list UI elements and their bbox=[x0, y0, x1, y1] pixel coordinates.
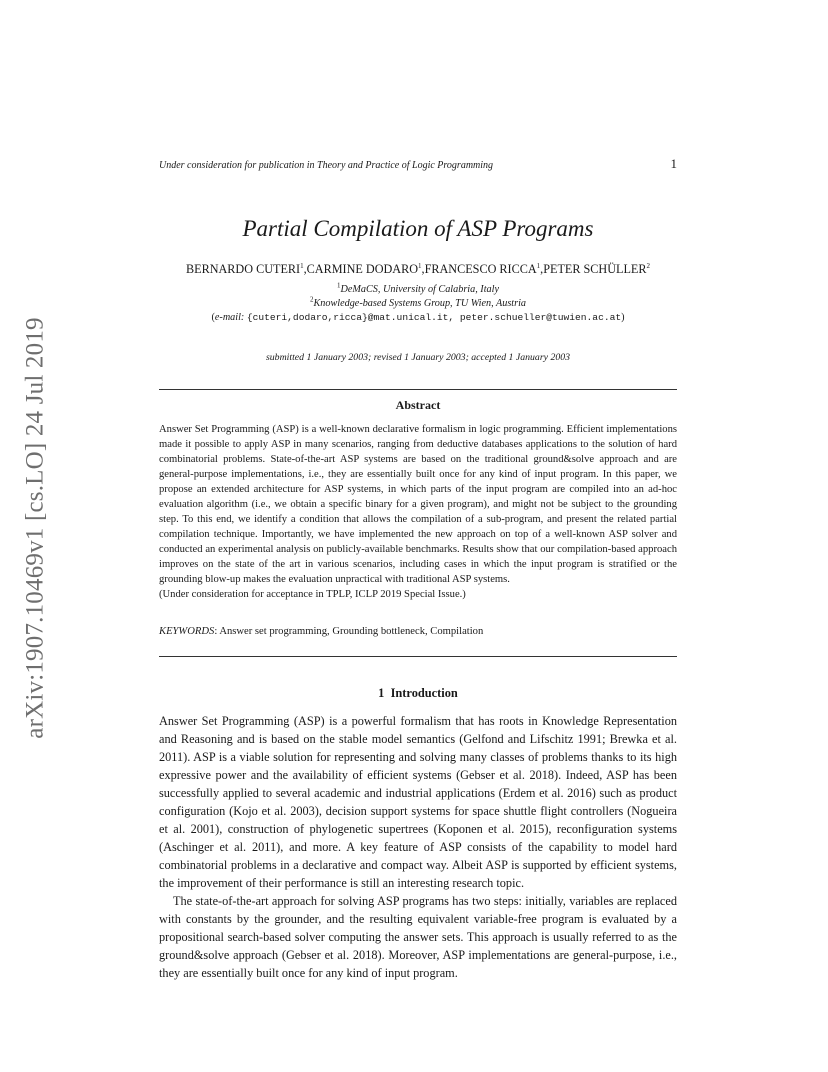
affiliation-2 bbox=[159, 295, 677, 309]
section-heading bbox=[159, 686, 677, 701]
author-name: CARMINE DODARO bbox=[306, 262, 419, 276]
email-line bbox=[159, 312, 677, 323]
abstract-text: Answer Set Programming (ASP) is a well-known declarative formalism in logic programming. Efficient implementations made it possible to apply ASP in many scenarios, ranging from deductive databases applications to the solution of hard combinatorial problems. State-of-the-art ASP systems are based on the traditional ground&solve approach and are general-purpose implementations, i.e., they are essentially built once for any kind of input program. In this paper, we propose an extended architecture for ASP systems, in which parts of the input program are compiled into an ad-hoc evaluation algorithm (i.e., we obtain a specific binary for a given program), and might not be subject to the grounding step. To this end, we identify a condition that allows the compilation of a sub-program, and present the related partial compilation technique. Importantly, we have implemented the new approach on top of a well-known ASP solver and conducted an experimental analysis on publicly-available benchmarks. Results show that our compilation-based approach improves on the state of the art in various scenarios, including cases in which the input program is stratified or the grounding blow-up makes the evaluation unpractical with traditional ASP systems. bbox=[159, 424, 677, 585]
author-affiliation-mark: 1 bbox=[536, 261, 541, 270]
keywords-line bbox=[159, 624, 677, 639]
author-name: PETER SCHÜLLER bbox=[543, 262, 647, 276]
running-header bbox=[159, 156, 677, 174]
email-label: e-mail: bbox=[214, 312, 245, 323]
affiliation-text: Knowledge-based Systems Group, TU Wien, Austria bbox=[313, 298, 526, 309]
author-affiliation-mark: 1 bbox=[300, 261, 304, 270]
email-open-paren: ( bbox=[211, 312, 215, 323]
arxiv-stamp bbox=[14, 296, 58, 760]
abstract-body bbox=[159, 422, 677, 602]
page-number: 1 bbox=[670, 156, 677, 171]
section-number: 1 bbox=[378, 686, 385, 700]
arxiv-stamp-text: arXiv:1907.10469v1 [cs.LO] 24 Jul 2019 bbox=[22, 317, 50, 739]
intro-paragraph-1: Answer Set Programming (ASP) is a powerful formalism that has roots in Knowledge Representation and Reasoning and is based on the stable model semantics (Gelfond and Lifschitz 1991; Brewka et al. 2011). ASP is a viable solution for representing and solving many classes of problems thanks to its high expressive power and the availability of efficient systems (Gebser et al. 2018). Indeed, ASP has been successfully applied to several academic and industrial applications (Erdem et al. 2016) such as product configuration (Kojo et al. 2003), decision support systems for space shuttle flight controllers (Nogueira et al. 2001), construction of phylogenetic supertrees (Koponen et al. 2015), reconfiguration systems (Aschinger et al. 2011), and more. A key feature of ASP consists of the capability to model hard combinatorial problems in a declarative and compact way. Albeit ASP is supported by efficient systems, the improvement of their performance is still an interesting research topic. bbox=[159, 714, 677, 890]
author-affiliation-mark: 2 bbox=[646, 261, 650, 270]
abstract-note: (Under consideration for acceptance in TPLP, ICLP 2019 Special Issue.) bbox=[159, 589, 466, 600]
author-affiliation-mark: 1 bbox=[418, 261, 422, 270]
abstract-top-rule bbox=[159, 389, 677, 390]
journal-name: Under consideration for publication in Theory and Practice of Logic Programming bbox=[159, 160, 494, 171]
keywords-label: KEYWORDS bbox=[159, 626, 215, 637]
abstract-bottom-rule bbox=[159, 656, 677, 657]
paper-title: Partial Compilation of ASP Programs bbox=[242, 216, 594, 241]
author-list: BERNARDO CUTERI$^1$,CARMINE DODARO$^1$,FRANCESCO RICCA$^1$,PETER SCHÜLLER$^2$ bbox=[186, 261, 650, 276]
email-close-paren: ) bbox=[621, 312, 625, 323]
submission-dates: submitted 1 January 2003; revised 1 January 2003; accepted 1 January 2003 bbox=[265, 352, 571, 363]
keywords-text: : Answer set programming, Grounding bottleneck, Compilation bbox=[214, 626, 484, 637]
affiliation-1 bbox=[159, 281, 677, 295]
intro-paragraph-2: The state-of-the-art approach for solving ASP programs has two steps: initially, variables are replaced with constants by the grounder, and the resulting equivalent variable-free program is evaluated by a propositional search-based solver computing the answer sets. This approach is usually referred to as the ground&solve approach (Gebser et al. 2018). Moreover, ASP implementations are general-purpose, i.e., they are essentially built once for any kind of input program. bbox=[159, 894, 677, 980]
introduction-body bbox=[159, 712, 677, 982]
author-name: FRANCESCO RICCA bbox=[424, 262, 537, 276]
affiliation-mark: 2 bbox=[309, 295, 314, 304]
affiliation-text: DeMaCS, University of Calabria, Italy bbox=[340, 284, 499, 295]
author-name: BERNARDO CUTERI bbox=[186, 262, 301, 276]
affiliation-mark: 1 bbox=[337, 281, 341, 290]
abstract-heading: Abstract bbox=[395, 398, 441, 412]
section-title: Introduction bbox=[390, 686, 458, 700]
email-addresses: {cuteri,dodaro,ricca}@mat.unical.it, peter.schueller@tuwien.ac.at bbox=[246, 312, 622, 323]
